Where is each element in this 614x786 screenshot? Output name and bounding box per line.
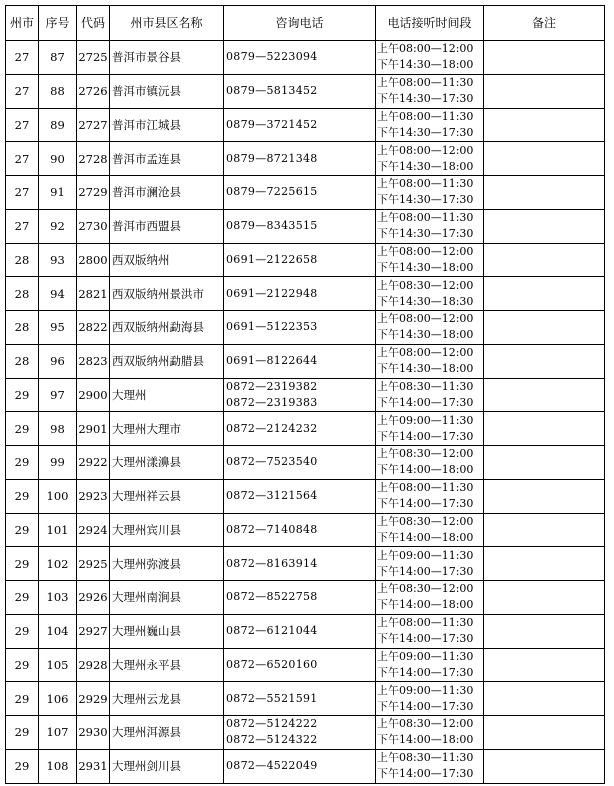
cell-hours — [376, 277, 484, 311]
hours-afternoon: 下午14:00—18:00 — [377, 530, 474, 544]
cell-hours — [376, 412, 484, 446]
cell-hours — [376, 547, 484, 581]
phone-number: 0879—3721452 — [226, 117, 318, 131]
cell-hours — [376, 614, 484, 648]
phone-number: 0691—8122644 — [226, 354, 318, 368]
cell-phone — [224, 108, 376, 142]
hours-morning: 上午08:30—12:00 — [377, 582, 474, 596]
hours-morning: 上午08:00—12:00 — [377, 42, 474, 56]
cell-seq: 97 — [39, 378, 77, 412]
hours-morning: 上午08:30—11:30 — [377, 751, 474, 765]
cell-phone — [224, 311, 376, 345]
hours-morning: 上午09:00—11:30 — [377, 683, 474, 697]
cell-name: 西双版纳州勐海县 — [110, 311, 224, 345]
phone-number: 0872—8163914 — [226, 556, 318, 570]
hours-afternoon: 下午14:30—17:30 — [377, 125, 474, 139]
cell-seq: 98 — [39, 412, 77, 446]
hours-afternoon: 下午14:00—17:30 — [377, 699, 474, 713]
cell-name: 西双版纳州勐腊县 — [110, 344, 224, 378]
cell-name: 大理州南涧县 — [110, 581, 224, 615]
phone-number: 0879—8721348 — [226, 151, 318, 165]
cell-zhou: 27 — [6, 41, 39, 75]
cell-zhou: 29 — [6, 716, 39, 750]
cell-seq: 96 — [39, 344, 77, 378]
phone-number: 0872—2319383 — [226, 395, 318, 409]
cell-code: 2823 — [77, 344, 110, 378]
cell-phone — [224, 277, 376, 311]
phone-number: 0691—2122658 — [226, 252, 318, 266]
cell-hours — [376, 749, 484, 783]
cell-name: 大理州洱源县 — [110, 716, 224, 750]
table-row — [6, 344, 605, 378]
cell-phone — [224, 513, 376, 547]
cell-name: 西双版纳州景洪市 — [110, 277, 224, 311]
cell-code: 2729 — [77, 176, 110, 210]
cell-note — [484, 581, 605, 615]
cell-code: 2821 — [77, 277, 110, 311]
cell-seq: 93 — [39, 243, 77, 277]
cell-zhou: 28 — [6, 277, 39, 311]
hours-morning: 上午08:00—12:00 — [377, 143, 474, 157]
cell-hours — [376, 108, 484, 142]
hours-morning: 上午08:00—12:00 — [377, 312, 474, 326]
phone-number: 0879—5223094 — [226, 50, 318, 64]
cell-note — [484, 243, 605, 277]
table-row — [6, 446, 605, 480]
cell-note — [484, 479, 605, 513]
cell-code: 2923 — [77, 479, 110, 513]
cell-name: 大理州巍山县 — [110, 614, 224, 648]
phone-number: 0872—7140848 — [226, 522, 318, 536]
hours-afternoon: 下午14:30—17:30 — [377, 193, 474, 207]
cell-note — [484, 513, 605, 547]
phone-number: 0691—2122948 — [226, 286, 318, 300]
cell-name: 普洱市孟连县 — [110, 142, 224, 176]
cell-note — [484, 648, 605, 682]
cell-zhou: 29 — [6, 749, 39, 783]
hours-morning: 上午09:00—11:30 — [377, 649, 474, 663]
phone-number: 0872—4522049 — [226, 759, 318, 773]
table-row — [6, 41, 605, 75]
cell-seq: 100 — [39, 479, 77, 513]
hours-morning: 上午08:00—11:30 — [377, 616, 474, 630]
header-zhou: 州市 — [6, 6, 39, 41]
hours-afternoon: 下午14:30—18:00 — [377, 328, 474, 342]
phone-number: 0691—5122353 — [226, 320, 318, 334]
cell-note — [484, 716, 605, 750]
phone-number: 0879—8343515 — [226, 219, 318, 233]
cell-name: 普洱市西盟县 — [110, 209, 224, 243]
cell-phone — [224, 749, 376, 783]
hours-afternoon: 下午14:00—17:30 — [377, 767, 474, 781]
cell-phone — [224, 716, 376, 750]
hours-morning: 上午08:00—11:30 — [377, 211, 474, 225]
cell-note — [484, 547, 605, 581]
cell-seq: 94 — [39, 277, 77, 311]
hours-afternoon: 下午14:00—18:00 — [377, 598, 474, 612]
cell-phone — [224, 344, 376, 378]
cell-zhou: 28 — [6, 243, 39, 277]
table-row — [6, 209, 605, 243]
hours-afternoon: 下午14:30—18:00 — [377, 159, 474, 173]
cell-hours — [376, 74, 484, 108]
cell-hours — [376, 176, 484, 210]
cell-code: 2727 — [77, 108, 110, 142]
document-page — [5, 5, 605, 784]
cell-zhou: 29 — [6, 378, 39, 412]
hours-afternoon: 下午14:30—18:00 — [377, 58, 474, 72]
cell-hours — [376, 378, 484, 412]
cell-note — [484, 344, 605, 378]
hours-morning: 上午08:30—12:00 — [377, 278, 474, 292]
cell-name: 普洱市澜沧县 — [110, 176, 224, 210]
cell-zhou: 29 — [6, 581, 39, 615]
cell-name: 大理州弥渡县 — [110, 547, 224, 581]
cell-seq: 95 — [39, 311, 77, 345]
cell-zhou: 29 — [6, 479, 39, 513]
header-name: 州市县区名称 — [110, 6, 224, 41]
hours-morning: 上午08:00—12:00 — [377, 346, 474, 360]
cell-zhou: 27 — [6, 209, 39, 243]
cell-name: 普洱市镇沅县 — [110, 74, 224, 108]
cell-note — [484, 446, 605, 480]
contact-table — [5, 5, 605, 784]
hours-afternoon: 下午14:00—17:30 — [377, 395, 474, 409]
cell-code: 2728 — [77, 142, 110, 176]
cell-hours — [376, 142, 484, 176]
cell-code: 2730 — [77, 209, 110, 243]
phone-number: 0872—5124322 — [226, 733, 318, 747]
table-row — [6, 74, 605, 108]
cell-phone — [224, 547, 376, 581]
cell-note — [484, 41, 605, 75]
hours-afternoon: 下午14:30—18:00 — [377, 260, 474, 274]
hours-afternoon: 下午14:30—17:30 — [377, 92, 474, 106]
cell-note — [484, 142, 605, 176]
table-row — [6, 749, 605, 783]
cell-note — [484, 277, 605, 311]
table-row — [6, 682, 605, 716]
hours-morning: 上午08:30—12:00 — [377, 717, 474, 731]
table-row — [6, 716, 605, 750]
cell-phone — [224, 74, 376, 108]
hours-afternoon: 下午14:00—17:30 — [377, 665, 474, 679]
cell-code: 2900 — [77, 378, 110, 412]
cell-note — [484, 682, 605, 716]
cell-seq: 92 — [39, 209, 77, 243]
phone-number: 0872—2124232 — [226, 421, 318, 435]
hours-morning: 上午08:30—11:30 — [377, 379, 474, 393]
table-row — [6, 412, 605, 446]
cell-name: 普洱市景谷县 — [110, 41, 224, 75]
cell-code: 2930 — [77, 716, 110, 750]
table-row — [6, 108, 605, 142]
cell-seq: 108 — [39, 749, 77, 783]
cell-name: 西双版纳州 — [110, 243, 224, 277]
cell-name: 大理州剑川县 — [110, 749, 224, 783]
cell-zhou: 27 — [6, 142, 39, 176]
cell-note — [484, 311, 605, 345]
cell-zhou: 29 — [6, 547, 39, 581]
phone-number: 0872—6520160 — [226, 657, 318, 671]
phone-number: 0872—8522758 — [226, 590, 318, 604]
cell-note — [484, 749, 605, 783]
phone-number: 0879—5813452 — [226, 84, 318, 98]
cell-hours — [376, 344, 484, 378]
cell-name: 大理州漾濞县 — [110, 446, 224, 480]
hours-morning: 上午08:30—12:00 — [377, 447, 474, 461]
hours-afternoon: 下午14:00—17:30 — [377, 429, 474, 443]
cell-code: 2725 — [77, 41, 110, 75]
cell-name: 大理州祥云县 — [110, 479, 224, 513]
cell-hours — [376, 513, 484, 547]
cell-seq: 89 — [39, 108, 77, 142]
table-row — [6, 581, 605, 615]
hours-morning: 上午08:00—11:30 — [377, 177, 474, 191]
cell-code: 2927 — [77, 614, 110, 648]
cell-hours — [376, 648, 484, 682]
table-row — [6, 243, 605, 277]
cell-phone — [224, 648, 376, 682]
cell-hours — [376, 682, 484, 716]
cell-zhou: 29 — [6, 446, 39, 480]
phone-number: 0872—5124222 — [226, 717, 318, 731]
cell-hours — [376, 581, 484, 615]
phone-number: 0879—7225615 — [226, 185, 318, 199]
hours-morning: 上午08:30—12:00 — [377, 514, 474, 528]
cell-zhou: 29 — [6, 513, 39, 547]
cell-phone — [224, 41, 376, 75]
cell-zhou: 29 — [6, 412, 39, 446]
cell-seq: 88 — [39, 74, 77, 108]
cell-note — [484, 412, 605, 446]
phone-number: 0872—5521591 — [226, 691, 318, 705]
table-row — [6, 311, 605, 345]
cell-note — [484, 614, 605, 648]
cell-code: 2926 — [77, 581, 110, 615]
cell-code: 2924 — [77, 513, 110, 547]
hours-afternoon: 下午14:30—18:00 — [377, 362, 474, 376]
cell-code: 2822 — [77, 311, 110, 345]
hours-morning: 上午08:00—11:30 — [377, 109, 474, 123]
cell-seq: 90 — [39, 142, 77, 176]
cell-note — [484, 176, 605, 210]
table-row — [6, 547, 605, 581]
cell-phone — [224, 209, 376, 243]
cell-code: 2928 — [77, 648, 110, 682]
phone-number: 0872—2319382 — [226, 379, 318, 393]
hours-afternoon: 下午14:30—18:30 — [377, 294, 474, 308]
cell-seq: 105 — [39, 648, 77, 682]
cell-hours — [376, 479, 484, 513]
cell-name: 大理州宾川县 — [110, 513, 224, 547]
cell-zhou: 29 — [6, 648, 39, 682]
phone-number: 0872—6121044 — [226, 624, 318, 638]
cell-seq: 104 — [39, 614, 77, 648]
cell-phone — [224, 682, 376, 716]
cell-zhou: 29 — [6, 682, 39, 716]
phone-number: 0872—7523540 — [226, 455, 318, 469]
cell-zhou: 29 — [6, 614, 39, 648]
cell-note — [484, 378, 605, 412]
table-row — [6, 513, 605, 547]
cell-name: 大理州永平县 — [110, 648, 224, 682]
cell-hours — [376, 716, 484, 750]
cell-code: 2901 — [77, 412, 110, 446]
cell-zhou: 28 — [6, 311, 39, 345]
hours-afternoon: 下午14:00—17:30 — [377, 564, 474, 578]
table-row — [6, 176, 605, 210]
phone-number: 0872—3121564 — [226, 489, 318, 503]
cell-name: 普洱市江城县 — [110, 108, 224, 142]
cell-hours — [376, 446, 484, 480]
cell-code: 2800 — [77, 243, 110, 277]
cell-seq: 101 — [39, 513, 77, 547]
table-header-row — [6, 6, 605, 41]
cell-phone — [224, 142, 376, 176]
cell-zhou: 27 — [6, 176, 39, 210]
cell-seq: 102 — [39, 547, 77, 581]
cell-code: 2726 — [77, 74, 110, 108]
cell-code: 2925 — [77, 547, 110, 581]
cell-hours — [376, 41, 484, 75]
cell-name: 大理州大理市 — [110, 412, 224, 446]
cell-seq: 99 — [39, 446, 77, 480]
hours-afternoon: 下午14:00—18:00 — [377, 463, 474, 477]
cell-phone — [224, 614, 376, 648]
cell-name: 大理州云龙县 — [110, 682, 224, 716]
cell-seq: 106 — [39, 682, 77, 716]
cell-phone — [224, 176, 376, 210]
cell-zhou: 27 — [6, 108, 39, 142]
cell-phone — [224, 412, 376, 446]
cell-phone — [224, 581, 376, 615]
cell-name: 大理州 — [110, 378, 224, 412]
cell-note — [484, 74, 605, 108]
cell-hours — [376, 209, 484, 243]
cell-seq: 103 — [39, 581, 77, 615]
cell-zhou: 27 — [6, 74, 39, 108]
hours-morning: 上午08:00—11:30 — [377, 76, 474, 90]
header-code: 代码 — [77, 6, 110, 41]
cell-code: 2922 — [77, 446, 110, 480]
table-row — [6, 479, 605, 513]
table-row — [6, 378, 605, 412]
cell-note — [484, 108, 605, 142]
cell-seq: 91 — [39, 176, 77, 210]
hours-morning: 上午09:00—11:30 — [377, 548, 474, 562]
cell-phone — [224, 479, 376, 513]
hours-afternoon: 下午14:30—17:30 — [377, 227, 474, 241]
cell-hours — [376, 243, 484, 277]
hours-afternoon: 下午14:00—17:30 — [377, 497, 474, 511]
header-phone: 咨询电话 — [224, 6, 376, 41]
header-seq: 序号 — [39, 6, 77, 41]
cell-seq: 87 — [39, 41, 77, 75]
hours-afternoon: 下午14:00—17:30 — [377, 632, 474, 646]
cell-note — [484, 209, 605, 243]
cell-seq: 107 — [39, 716, 77, 750]
cell-code: 2929 — [77, 682, 110, 716]
cell-zhou: 28 — [6, 344, 39, 378]
hours-morning: 上午09:00—11:30 — [377, 413, 474, 427]
cell-hours — [376, 311, 484, 345]
cell-code: 2931 — [77, 749, 110, 783]
cell-phone — [224, 243, 376, 277]
cell-phone — [224, 446, 376, 480]
hours-morning: 上午08:00—12:00 — [377, 244, 474, 258]
cell-phone — [224, 378, 376, 412]
header-hours: 电话接听时间段 — [376, 6, 484, 41]
table-row — [6, 277, 605, 311]
table-row — [6, 142, 605, 176]
table-row — [6, 614, 605, 648]
hours-afternoon: 下午14:00—18:00 — [377, 733, 474, 747]
table-row — [6, 648, 605, 682]
hours-morning: 上午08:00—11:30 — [377, 481, 474, 495]
header-note: 备注 — [484, 6, 605, 41]
